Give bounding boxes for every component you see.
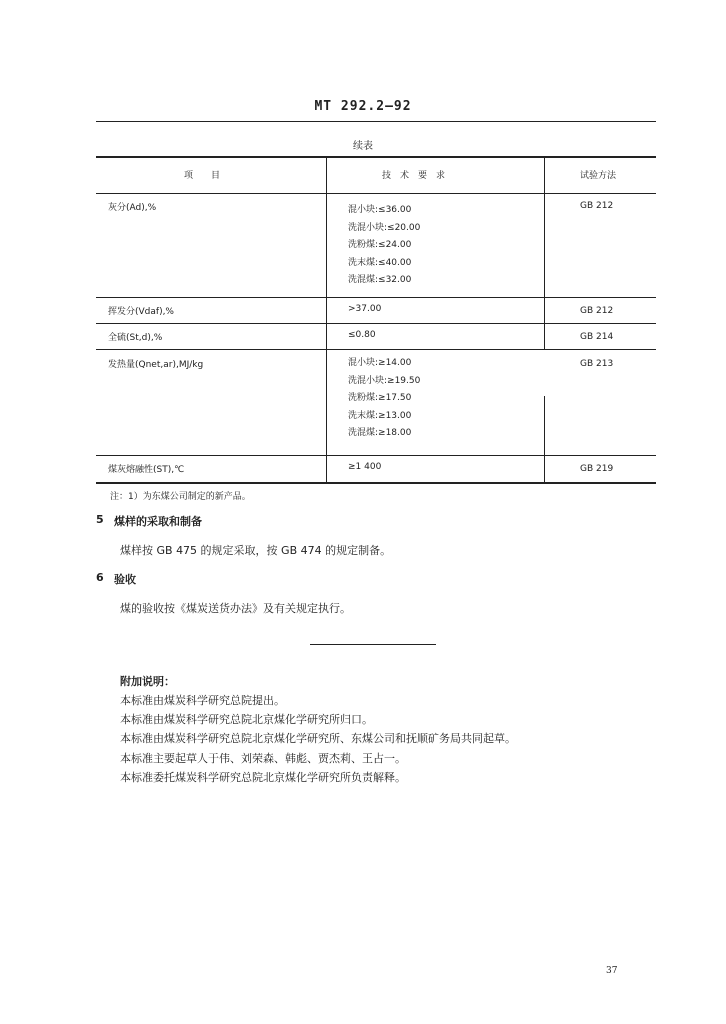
row-divider: [96, 323, 656, 324]
row-requirements-volatile: [348, 301, 381, 319]
requirement-line: 洗粉煤:≥17.50: [348, 393, 412, 403]
row-method-ash: GB 212: [580, 201, 614, 211]
table-bottom-rule: [96, 482, 656, 484]
requirement-line: 洗粉煤:≤24.00: [348, 240, 412, 250]
end-rule: [310, 644, 436, 645]
table-header-rule: [96, 193, 656, 194]
column-header-method: 试验方法: [580, 171, 617, 181]
header-rule: [96, 121, 656, 122]
page-number: 37: [606, 966, 618, 976]
row-item-calorific: 发热量(Qnet,ar),MJ/kg: [108, 360, 204, 370]
row-divider: [96, 349, 656, 350]
row-divider: [96, 297, 656, 298]
row-method-volatile: GB 212: [580, 306, 614, 316]
requirement-line: ≤0.80: [348, 330, 376, 340]
row-requirements-ash-fusibility: [348, 459, 381, 477]
requirement-line: ≥1 400: [348, 462, 382, 472]
requirement-line: 洗混小块:≥19.50: [348, 375, 421, 386]
column-divider: [544, 156, 545, 298]
section-5-text: 煤样按 GB 475 的规定采取，按 GB 474 的规定制备。: [120, 544, 392, 557]
standard-number: MT 292.2—92: [314, 99, 412, 114]
row-requirements-ash: [348, 202, 420, 290]
section-6-title: 验收: [114, 573, 136, 586]
table-top-rule: [96, 156, 656, 158]
section-6-number: 6: [96, 571, 104, 584]
table-note: 注：1）为东煤公司制定的新产品。: [110, 492, 251, 502]
requirement-line: 洗末煤:≤40.00: [348, 257, 412, 268]
additional-line: 本标准由煤炭科学研究总院北京煤化学研究所归口。: [120, 713, 373, 727]
requirement-line: 洗末煤:≥13.00: [348, 410, 412, 421]
column-divider: [544, 396, 545, 456]
section-5-number: 5: [96, 513, 104, 526]
requirement-line: 洗混小块:≤20.00: [348, 222, 421, 233]
column-header-item: 项 目: [184, 171, 221, 181]
requirement-line: 混小块:≥14.00: [348, 358, 412, 368]
table-caption: 续表: [353, 141, 373, 152]
row-requirements-sulfur: [348, 327, 376, 345]
row-method-calorific: GB 213: [580, 359, 614, 369]
section-5-title: 煤样的采取和制备: [114, 515, 202, 528]
additional-line: 本标准由煤炭科学研究总院提出。: [120, 694, 285, 707]
column-header-requirements: 技 术 要 求: [382, 171, 446, 181]
column-divider: [544, 297, 545, 350]
additional-title: 附加说明：: [120, 675, 175, 688]
additional-line: 本标准主要起草人于伟、刘荣森、韩彪、贾杰莉、王占一。: [120, 751, 406, 765]
additional-line: 本标准由煤炭科学研究总院北京煤化学研究所、东煤公司和抚顺矿务局共同起草。: [120, 732, 516, 746]
row-requirements-calorific: [348, 355, 420, 443]
row-method-ash-fusibility: GB 219: [580, 464, 614, 474]
requirement-line: >37.00: [348, 304, 382, 314]
row-item-ash-fusibility: 煤灰熔融性(ST),℃: [108, 465, 185, 475]
row-item-ash: 灰分(Ad),%: [108, 203, 157, 213]
section-6-text: 煤的验收按《煤炭送货办法》及有关规定执行。: [120, 602, 351, 615]
row-divider: [96, 455, 656, 456]
additional-line: 本标准委托煤炭科学研究总院北京煤化学研究所负责解释。: [120, 770, 406, 784]
requirement-line: 洗混煤:≥18.00: [348, 428, 412, 438]
row-method-sulfur: GB 214: [580, 332, 614, 342]
row-item-volatile: 挥发分(Vdaf),%: [108, 307, 174, 317]
additional-lines: [120, 691, 516, 787]
row-item-sulfur: 全硫(St,d),%: [108, 333, 163, 343]
column-divider: [544, 455, 545, 484]
column-divider: [326, 156, 327, 484]
requirement-line: 混小块:≤36.00: [348, 205, 412, 215]
requirement-line: 洗混煤:≤32.00: [348, 275, 412, 285]
